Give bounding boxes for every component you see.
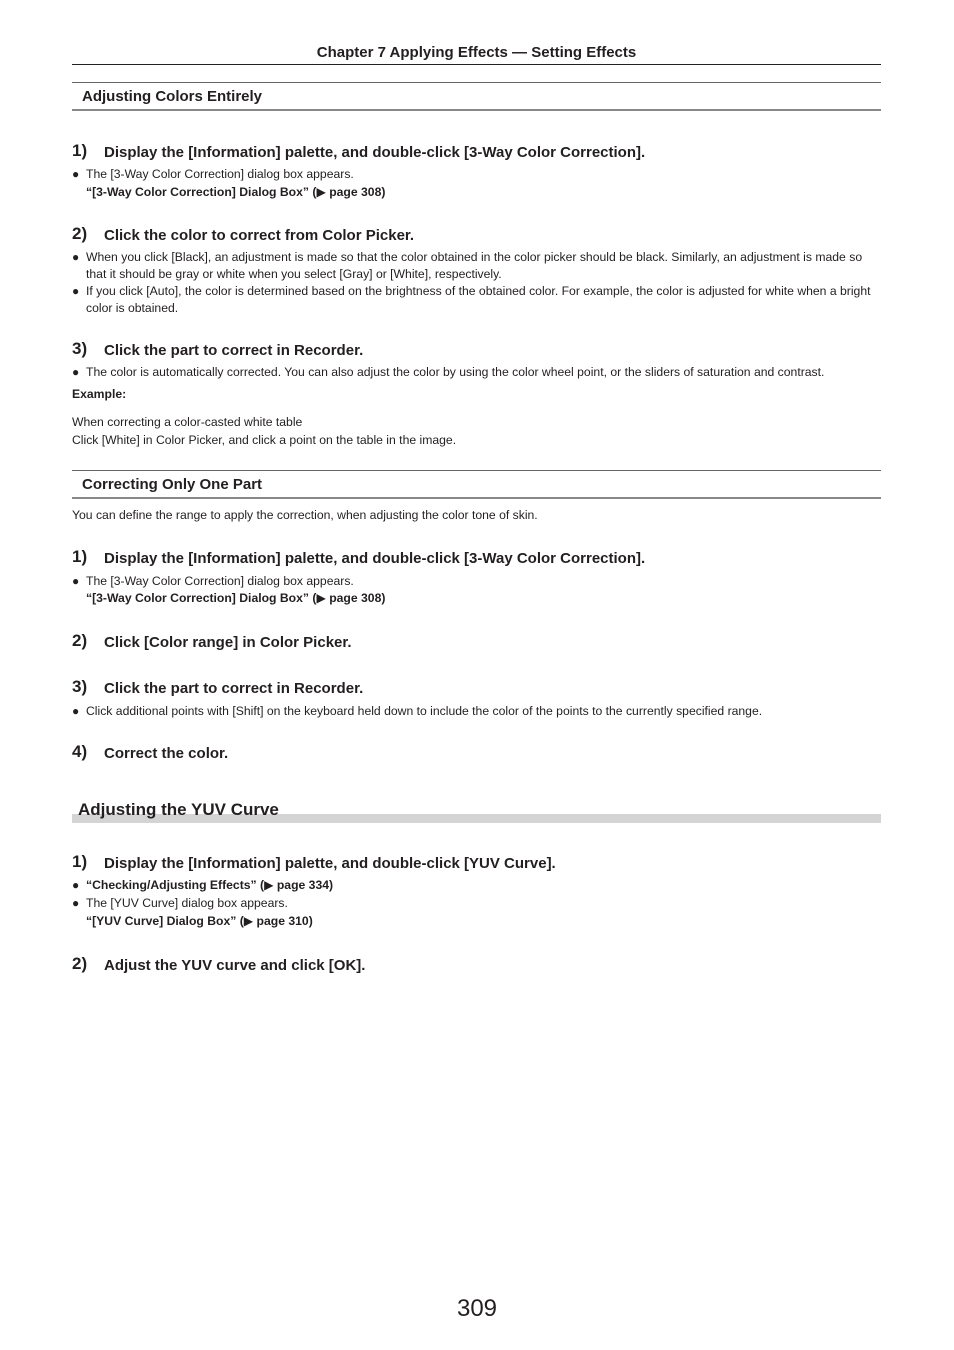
bullet-item: ● The [YUV Curve] dialog box appears. <box>72 896 288 910</box>
bullet-item: ● If you click [Auto], the color is determined based on the brightness of the obtained color. For example, the color is adjusted for white when a bright color is obtained. <box>72 284 871 315</box>
step-text: Adjust the YUV curve and click [OK]. <box>104 957 366 974</box>
chapter-header: Chapter 7 Applying Effects — Setting Effects <box>316 44 637 61</box>
step-number: 2) <box>72 224 88 243</box>
step-text: Display the [Information] palette, and double-click [YUV Curve]. <box>104 855 556 872</box>
step-number: 1) <box>72 547 88 566</box>
bullet-item: ● The color is automatically corrected. You can also adjust the color by using the color wheel point, or the sliders of saturation and contrast. <box>72 365 825 379</box>
section-title: Adjusting Colors Entirely <box>82 88 263 105</box>
section-intro: You can define the range to apply the correction, when adjusting the color tone of skin. <box>72 508 538 522</box>
section-title: Adjusting the YUV Curve <box>78 800 279 819</box>
section-rule-top <box>72 82 881 83</box>
bullet-item: ● The [3-Way Color Correction] dialog box appears. <box>72 167 354 181</box>
step-number: 2) <box>72 631 88 650</box>
page-reference-link[interactable]: “[YUV Curve] Dialog Box” (▶ page 310) <box>86 914 313 928</box>
step-text: Click [Color range] in Color Picker. <box>104 634 352 651</box>
example-label: Example: <box>72 387 127 401</box>
header-rule <box>72 64 881 65</box>
step-number: 3) <box>72 339 88 358</box>
step-text: Click the color to correct from Color Picker. <box>104 227 415 244</box>
bullet-link[interactable]: ● “Checking/Adjusting Effects” (▶ page 334) <box>72 878 334 892</box>
step-number: 3) <box>72 677 88 696</box>
step-number: 1) <box>72 141 88 160</box>
bullet-item: ● Click additional points with [Shift] on the keyboard held down to include the color of the points to the currently specified range. <box>72 704 763 718</box>
bullet-item: ● The [3-Way Color Correction] dialog box appears. <box>72 574 354 588</box>
step-text: Display the [Information] palette, and double-click [3-Way Color Correction]. <box>104 144 646 161</box>
step-text: Correct the color. <box>104 745 229 762</box>
section-title: Correcting Only One Part <box>82 476 263 493</box>
section-rule-bottom <box>72 497 881 499</box>
step-number: 4) <box>72 742 88 761</box>
page-number: 309 <box>456 1295 498 1322</box>
step-number: 2) <box>72 954 88 973</box>
example-text: Click [White] in Color Picker, and click a point on the table in the image. <box>72 433 457 447</box>
section-rule-bottom <box>72 109 881 111</box>
section-rule-top <box>72 470 881 471</box>
step-text: Display the [Information] palette, and double-click [3-Way Color Correction]. <box>104 550 646 567</box>
page-reference-link[interactable]: “[3-Way Color Correction] Dialog Box” (▶ page 308) <box>86 591 386 605</box>
step-text: Click the part to correct in Recorder. <box>104 680 364 697</box>
bullet-item: ● When you click [Black], an adjustment is made so that the color obtained in the color picker should be black. Similarly, an adjustment is made so that it should be gray or white when you select [Gray] or [White], respectively. <box>72 250 863 281</box>
step-number: 1) <box>72 852 88 871</box>
page-reference-link[interactable]: “[3-Way Color Correction] Dialog Box” (▶ page 308) <box>86 185 386 199</box>
step-text: Click the part to correct in Recorder. <box>104 342 364 359</box>
example-text: When correcting a color-casted white table <box>72 415 303 429</box>
